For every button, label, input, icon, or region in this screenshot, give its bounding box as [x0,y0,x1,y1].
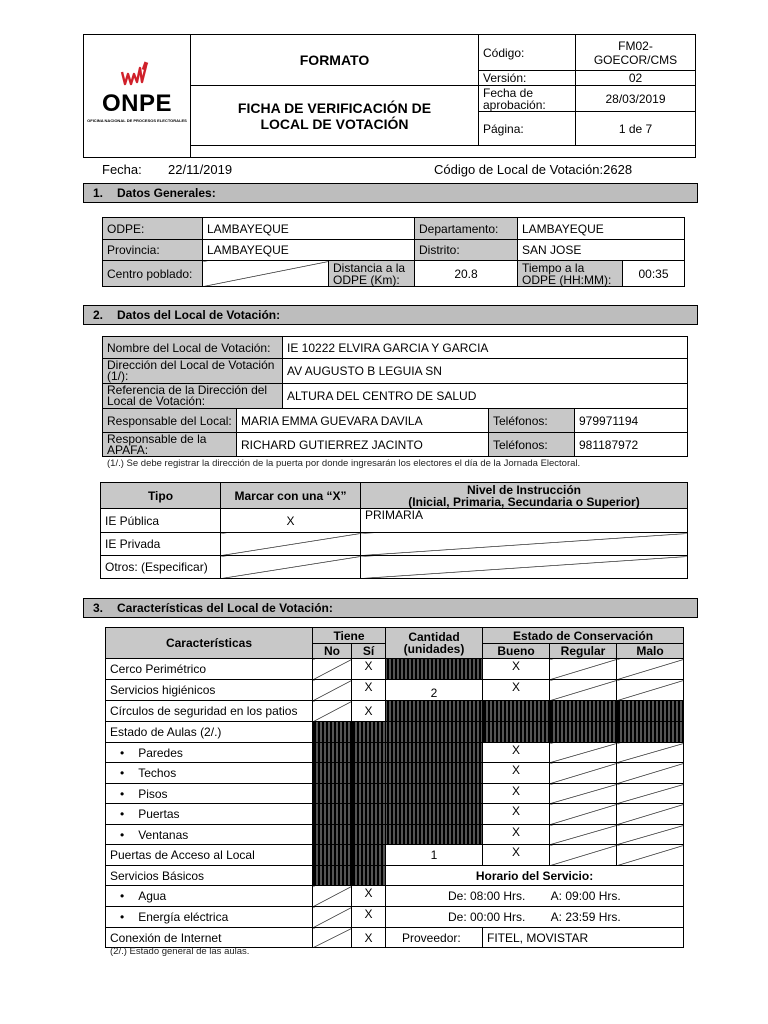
pisos-malo [617,784,684,804]
aulas-regular [550,722,617,743]
section3-number: 3. [93,601,104,615]
nombre-local-value: IE 10222 ELVIRA GARCIA Y GARCIA [283,337,688,359]
pisos-si [352,784,386,804]
version-label: Versión: [479,71,576,86]
agua-a: A: 09:00 Hrs. [550,889,621,903]
aulas-label: Estado de Aulas (2/.) [106,722,313,743]
servicios-malo [617,680,684,701]
centro-poblado-label: Centro poblado: [103,261,203,287]
caracteristicas-header: Características [106,628,313,659]
apafa-label: Responsable de la APAFA: [103,433,237,457]
ventanas-regular [550,825,617,845]
fecha-aprobacion-value: 28/03/2019 [576,86,696,112]
cerco-no [313,659,352,680]
bueno-header: Bueno [483,644,550,659]
section3-title: Características del Local de Votación: [117,601,333,615]
direccion-value: AV AUGUSTO B LEGUIA SN [283,359,688,384]
ventanas-cantidad [386,825,483,845]
puertas-bueno: X [483,804,550,825]
basicos-label: Servicios Básicos [106,866,313,886]
table-row [106,659,684,680]
header-table [83,34,696,158]
responsable-label: Responsable del Local: [103,409,237,433]
proveedor-label: Proveedor: [386,928,483,948]
ventanas-si [352,825,386,845]
circulos-cantidad [386,701,483,722]
tipo-otros-nivel [361,556,688,579]
proveedor-value: FITEL, MOVISTAR [483,928,684,948]
basicos-si [352,866,386,886]
table-row [106,825,684,845]
logo-cell [84,35,191,158]
internet-label: Conexión de Internet [106,928,313,948]
section3-note: (2/.) Estado general de las aulas. [110,946,250,957]
acceso-no [313,845,352,866]
nivel-header-line2: (Inicial, Primaria, Secundaria o Superior) [408,494,640,509]
acceso-cantidad: 1 [386,845,483,866]
document-title: FICHA DE VERIFICACIÓN DE LOCAL DE VOTACIÓN [191,86,479,146]
odpe-label: ODPE: [103,218,203,240]
nivel-header-line1: Nivel de Instrucción [466,482,582,497]
section2-number: 2. [93,308,104,322]
servicios-cantidad: 2 [386,680,483,701]
pisos-no [313,784,352,804]
paredes-malo [617,743,684,763]
provincia-value: LAMBAYEQUE [203,240,415,261]
table-row [106,866,684,886]
section1-number: 1. [93,186,104,200]
techos-si [352,763,386,784]
codigo-value: FM02-GOECOR/CMS [576,35,696,71]
tipo-table [100,482,688,579]
vote-hand-icon [116,60,156,90]
techos-bueno: X [483,763,550,784]
table-row [106,928,684,948]
cerco-si: X [352,659,386,680]
tiene-header: Tiene [313,628,386,644]
servicios-si: X [352,680,386,701]
regular-header: Regular [550,644,617,659]
caracteristicas-table [105,627,684,948]
energia-de: De: 00:00 Hrs. [448,910,526,924]
table-row [106,784,684,804]
tiempo-value: 00:35 [623,261,685,287]
departamento-label: Departamento: [415,218,518,240]
fecha-value: 22/11/2019 [168,162,233,177]
ventanas-label: • Ventanas [106,825,313,845]
section1-bar [83,183,698,203]
datos-generales-table [102,217,685,287]
fecha-aprobacion-label: Fecha de aprobación: [479,86,576,112]
version-value: 02 [576,71,696,86]
table-row [106,743,684,763]
pisos-bueno: X [483,784,550,804]
codigo-local: Código de Local de Votación:2628 [434,162,633,177]
cerco-bueno: X [483,659,550,680]
tipo-publica-label: IE Pública [101,509,221,533]
paredes-cantidad [386,743,483,763]
si-header: Sí [352,644,386,659]
puertas-no [313,804,352,825]
horario-label: Horario del Servicio: [386,866,684,886]
circulos-label: Círculos de seguridad en los patios [106,701,313,722]
circulos-regular [550,701,617,722]
table-row [106,804,684,825]
nombre-local-label: Nombre del Local de Votación: [103,337,283,359]
cerco-label: Cerco Perimétrico [106,659,313,680]
techos-cantidad [386,763,483,784]
aulas-si [352,722,386,743]
acceso-malo [617,845,684,866]
tipo-publica-mark: X [221,509,361,533]
ventanas-malo [617,825,684,845]
paredes-regular [550,743,617,763]
section2-title: Datos del Local de Votación: [117,308,281,322]
tipo-otros-label: Otros: (Especificar) [101,556,221,579]
servicios-label: Servicios higiénicos [106,680,313,701]
table-row [106,763,684,784]
odpe-value: LAMBAYEQUE [203,218,415,240]
acceso-si [352,845,386,866]
energia-a: A: 23:59 Hrs. [550,910,621,924]
servicios-regular [550,680,617,701]
internet-no [313,928,352,948]
table-row [106,722,684,743]
pisos-label: • Pisos [106,784,313,804]
referencia-label: Referencia de la Dirección del Local de Votación: [103,384,283,409]
paredes-no [313,743,352,763]
acceso-label: Puertas de Acceso al Local [106,845,313,866]
distrito-value: SAN JOSE [518,240,685,261]
ventanas-no [313,825,352,845]
servicios-no [313,680,352,701]
malo-header: Malo [617,644,684,659]
energia-label: • Energía eléctrica [106,907,313,928]
apafa-value: RICHARD GUTIERREZ JACINTO [237,433,489,457]
paredes-label: • Paredes [106,743,313,763]
circulos-bueno [483,701,550,722]
distancia-value: 20.8 [415,261,518,287]
fecha-label: Fecha: [102,162,142,177]
puertas-si [352,804,386,825]
section2-bar [83,305,698,325]
aulas-no [313,722,352,743]
servicios-bueno: X [483,680,550,701]
circulos-malo [617,701,684,722]
cerco-regular [550,659,617,680]
energia-horario [386,907,684,928]
logo-subtext: OFICINA NACIONAL DE PROCESOS ELECTORALES [87,118,187,123]
distancia-label: Distancia a la ODPE (Km): [329,261,415,287]
techos-regular [550,763,617,784]
section3-bar [83,598,698,618]
no-header: No [313,644,352,659]
energia-no [313,907,352,928]
estado-header: Estado de Conservación [483,628,684,644]
agua-label: • Agua [106,886,313,907]
pisos-regular [550,784,617,804]
tipo-otros-mark [221,556,361,579]
agua-si: X [352,886,386,907]
aulas-malo [617,722,684,743]
table-row [106,907,684,928]
cantidad-header-line1: Cantidad [408,630,460,644]
cerco-cantidad [386,659,483,680]
pagina-value: 1 de 7 [576,112,696,146]
telefono2-value: 981187972 [575,433,688,457]
acceso-regular [550,845,617,866]
distrito-label: Distrito: [415,240,518,261]
header-spacer [191,146,696,158]
tipo-publica-nivel: PRIMARIA [361,509,688,533]
logo-text: ONPE [101,90,172,117]
techos-label: • Techos [106,763,313,784]
paredes-bueno: X [483,743,550,763]
table-row [106,845,684,866]
ventanas-bueno: X [483,825,550,845]
pisos-cantidad [386,784,483,804]
tipo-privada-label: IE Privada [101,533,221,556]
referencia-value: ALTURA DEL CENTRO DE SALUD [283,384,688,409]
section1-title: Datos Generales: [117,186,216,200]
cantidad-header [386,628,483,659]
agua-horario [386,886,684,907]
circulos-si: X [352,701,386,722]
puertas-cantidad [386,804,483,825]
circulos-no [313,701,352,722]
centro-poblado-value [203,261,329,287]
formato-label: FORMATO [191,35,479,86]
codigo-label: Código: [479,35,576,71]
nivel-header [361,483,688,509]
telefonos1-label: Teléfonos: [489,409,575,433]
table-row [106,701,684,722]
tipo-privada-mark [221,533,361,556]
basicos-no [313,866,352,886]
aulas-cantidad [386,722,483,743]
direccion-label: Dirección del Local de Votación (1/): [103,359,283,384]
techos-no [313,763,352,784]
puertas-malo [617,804,684,825]
aulas-bueno [483,722,550,743]
table-row [106,886,684,907]
telefono1-value: 979971194 [575,409,688,433]
telefonos2-label: Teléfonos: [489,433,575,457]
puertas-regular [550,804,617,825]
puertas-label: • Puertas [106,804,313,825]
internet-si: X [352,928,386,948]
agua-no [313,886,352,907]
marcar-header: Marcar con una “X” [221,483,361,509]
agua-de: De: 08:00 Hrs. [448,889,526,903]
responsable-value: MARIA EMMA GUEVARA DAVILA [237,409,489,433]
onpe-logo [84,56,190,136]
tiempo-label: Tiempo a la ODPE (HH:MM): [518,261,623,287]
acceso-bueno: X [483,845,550,866]
paredes-si [352,743,386,763]
departamento-value: LAMBAYEQUE [518,218,685,240]
pagina-label: Página: [479,112,576,146]
tipo-header: Tipo [101,483,221,509]
cantidad-header-line2: (unidades) [403,642,465,656]
table-row [106,680,684,701]
techos-malo [617,763,684,784]
section2-note: (1/.) Se debe registrar la dirección de la puerta por donde ingresarán los electores el día de la Jornada Electoral. [107,458,581,469]
tipo-privada-nivel [361,533,688,556]
datos-local-table [102,336,688,457]
provincia-label: Provincia: [103,240,203,261]
cerco-malo [617,659,684,680]
energia-si: X [352,907,386,928]
